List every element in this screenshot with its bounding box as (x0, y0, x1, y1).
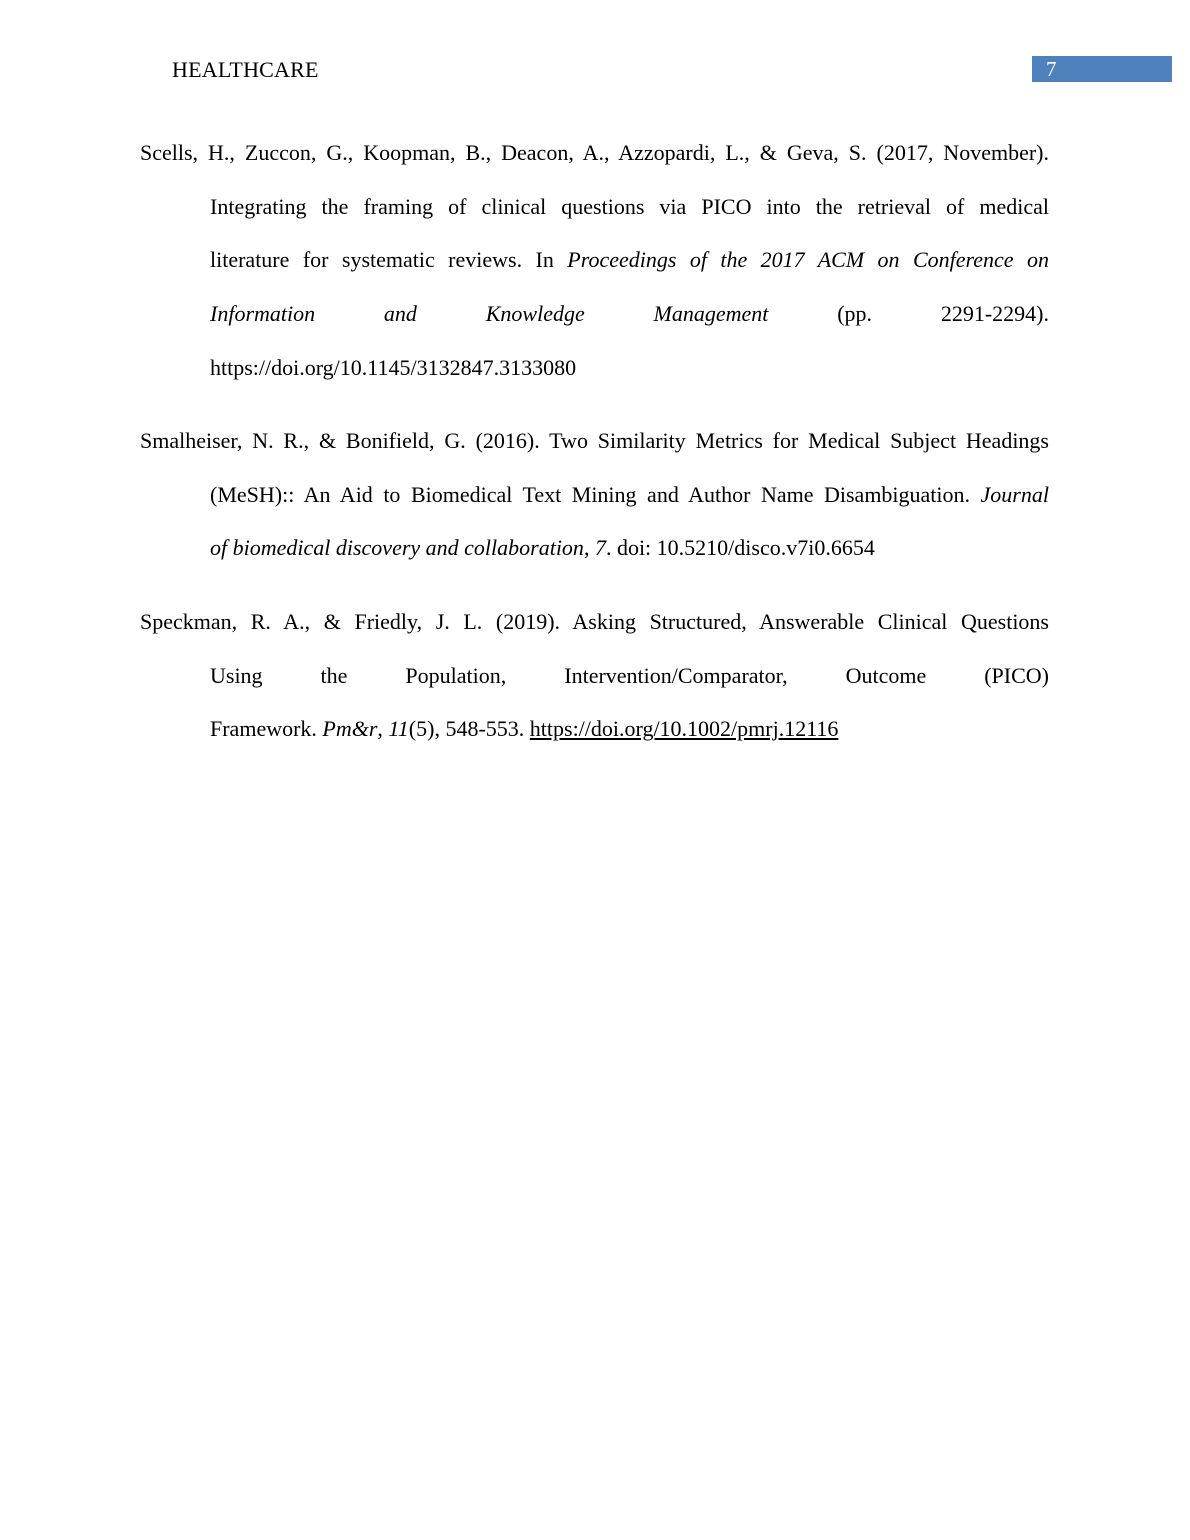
ref-journal: Journal (980, 481, 1049, 507)
ref-line (210, 649, 1049, 703)
ref-text: Using the Population, Intervention/Comparator, Outcome (PICO) (210, 662, 1049, 688)
page-number: 7 (1046, 57, 1057, 81)
ref-volume: 11 (388, 716, 409, 742)
reference-speckman (140, 595, 1049, 756)
ref-doi: . doi: 10.5210/disco.v7i0.6654 (605, 535, 875, 561)
ref-source-title: Proceedings of the 2017 ACM on Conference on (567, 247, 1049, 273)
ref-text: (5), 548-553. (408, 716, 530, 742)
ref-line (210, 521, 1049, 575)
ref-text: Scells, H., Zuccon, G., Koopman, B., Deacon, A., Azzopardi, L., & Geva, S. (2017, November). (140, 140, 1049, 165)
reference-scells (140, 126, 1049, 394)
ref-doi: https://doi.org/10.1145/3132847.3133080 (210, 354, 577, 380)
ref-line (210, 287, 1049, 341)
ref-line (210, 468, 1049, 522)
ref-text: literature for systematic reviews. In (210, 247, 568, 273)
ref-line (210, 180, 1049, 234)
ref-line (140, 595, 1049, 649)
ref-text: , (377, 716, 389, 742)
ref-volume: 7 (594, 535, 606, 561)
ref-line (210, 702, 1049, 756)
ref-line (210, 233, 1049, 287)
ref-text: (MeSH):: An Aid to Biomedical Text Mining and Author Name Disambiguation. (210, 481, 981, 507)
ref-line (140, 126, 1049, 180)
page-number-box (1032, 56, 1172, 82)
ref-text: Smalheiser, N. R., & Bonifield, G. (2016). Two Similarity Metrics for Medical Subject Headings (140, 428, 1049, 453)
ref-text: Speckman, R. A., & Friedly, J. L. (2019). Asking Structured, Answerable Clinical Questions (140, 609, 1049, 634)
ref-text: Framework. (210, 716, 323, 742)
ref-journal: of biomedical discovery and collaboration (210, 535, 584, 561)
reference-smalheiser (140, 414, 1049, 575)
ref-journal: Pm&r (322, 716, 378, 742)
ref-text: Integrating the framing of clinical questions via PICO into the retrieval of medical (210, 193, 1049, 219)
ref-source-title: Information and Knowledge Management (210, 301, 769, 327)
ref-line (140, 414, 1049, 468)
ref-text: , (583, 535, 595, 561)
doi-link[interactable]: https://doi.org/10.1002/pmrj.12116 (529, 716, 839, 742)
ref-line (210, 341, 1049, 395)
ref-text: (pp. 2291-2294). (768, 301, 1049, 327)
running-head: HEALTHCARE (172, 57, 319, 82)
